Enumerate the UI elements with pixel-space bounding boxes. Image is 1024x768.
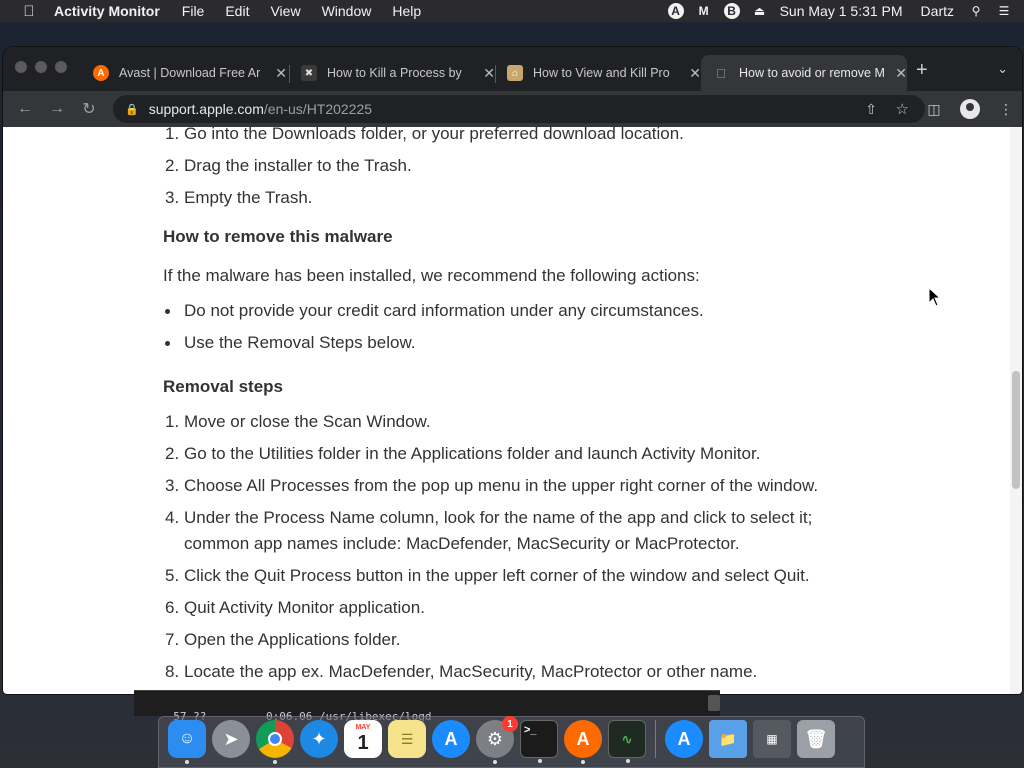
notes-icon[interactable]: ☰ xyxy=(388,720,426,758)
bitcoin-status-icon[interactable]: B xyxy=(724,3,740,19)
list-text: Open the Applications folder. xyxy=(184,630,401,649)
avast-icon[interactable]: A xyxy=(564,720,602,758)
list-number: 3. xyxy=(165,188,180,207)
calendar-month: MAY xyxy=(355,724,371,731)
list-text: Click the Quit Process button in the upper left corner of the window and select Quit. xyxy=(184,566,810,585)
terminal-window-background[interactable] xyxy=(134,690,720,716)
house-icon: ⌂ xyxy=(507,65,523,81)
list-text: Go into the Downloads folder, or your preferred download location. xyxy=(184,127,684,143)
heading-remove-malware: How to remove this malware xyxy=(163,227,393,246)
running-indicator xyxy=(273,760,277,764)
calendar-icon[interactable] xyxy=(344,720,382,758)
tab-strip xyxy=(3,47,1022,91)
chrome-window xyxy=(3,47,1022,694)
running-indicator xyxy=(581,760,585,764)
list-text: Choose All Processes from the pop up menu in the upper right corner of the window. xyxy=(184,476,819,495)
menu-view[interactable]: View xyxy=(270,3,301,19)
tab-avoid-remove[interactable] xyxy=(701,55,907,91)
list-number: 6. xyxy=(165,598,180,617)
list-number: 2. xyxy=(165,444,180,463)
tab-view-kill[interactable] xyxy=(495,55,701,91)
list-text: Do not provide your credit card information under any circumstances. xyxy=(184,301,704,320)
lock-icon[interactable]: 🔒 xyxy=(125,103,139,116)
tab-title: Avast | Download Free Ar xyxy=(119,66,261,80)
bookmark-star-icon[interactable]: ☆ xyxy=(895,101,909,118)
list-item xyxy=(165,505,885,557)
app-store-folder-icon[interactable]: A xyxy=(665,720,703,758)
scrollbar-thumb[interactable] xyxy=(1012,371,1020,489)
web-page-viewport xyxy=(3,127,1022,694)
list-number: 8. xyxy=(165,662,180,681)
address-bar[interactable] xyxy=(113,95,925,123)
tab-title: How to avoid or remove M xyxy=(739,66,885,80)
apple-icon xyxy=(713,65,729,81)
list-number: 1. xyxy=(165,127,180,143)
list-text: Move or close the Scan Window. xyxy=(184,412,431,431)
minimize-window-button[interactable] xyxy=(35,61,47,73)
screenshot-stack-icon[interactable]: ▦ xyxy=(753,720,791,758)
profile-avatar-icon[interactable] xyxy=(960,99,980,119)
spotlight-search-icon[interactable]: ⚲ xyxy=(971,4,981,18)
apple-menu-icon[interactable] xyxy=(18,3,40,20)
dock-separator xyxy=(655,720,656,758)
menubar-clock[interactable]: Sun May 1 5:31 PM xyxy=(779,3,903,19)
close-window-button[interactable] xyxy=(15,61,27,73)
finder-icon[interactable]: ☺ xyxy=(168,720,206,758)
list-text: Use the Removal Steps below. xyxy=(184,333,416,352)
zoom-window-button[interactable] xyxy=(55,61,67,73)
menu-app-name[interactable]: Activity Monitor xyxy=(54,3,160,19)
url-path: /en-us/HT202225 xyxy=(263,101,373,117)
notification-badge: 1 xyxy=(502,716,518,732)
list-text: Empty the Trash. xyxy=(184,188,313,207)
list-number: 2. xyxy=(165,156,180,175)
close-tab-icon[interactable]: ✕ xyxy=(895,64,907,81)
eject-icon[interactable]: ⏏ xyxy=(753,4,766,18)
malwarebytes-status-icon[interactable]: M xyxy=(698,4,709,18)
reload-button[interactable]: ↻ xyxy=(82,101,96,118)
control-center-icon[interactable]: ☰ xyxy=(998,4,1010,18)
process-icon: ✖ xyxy=(301,65,317,81)
intro-paragraph: If the malware has been installed, we recommend the following actions: xyxy=(163,266,700,285)
close-tab-icon[interactable]: ✕ xyxy=(275,64,287,81)
menu-window[interactable]: Window xyxy=(321,3,372,19)
list-number: 4. xyxy=(165,508,180,527)
list-text: Quit Activity Monitor application. xyxy=(184,598,425,617)
documents-folder-icon[interactable]: 📁 xyxy=(709,720,747,758)
tab-title: How to Kill a Process by xyxy=(327,66,462,80)
menu-file[interactable]: File xyxy=(181,3,205,19)
list-text: Go to the Utilities folder in the Applications folder and launch Activity Monitor. xyxy=(184,444,761,463)
terminal-scrollbar-thumb[interactable] xyxy=(708,695,720,711)
avast-status-icon[interactable]: A xyxy=(668,3,684,19)
chrome-icon[interactable] xyxy=(256,720,294,758)
list-number: 5. xyxy=(165,566,180,585)
list-number: 3. xyxy=(165,476,180,495)
running-indicator xyxy=(185,760,189,764)
tab-title: How to View and Kill Pro xyxy=(533,66,670,80)
list-text: Locate the app ex. MacDefender, MacSecurity, MacProtector or other name. xyxy=(184,662,758,681)
list-text: Under the Process Name column, look for the name of the app and click to select it; xyxy=(184,508,813,527)
calendar-day: 1 xyxy=(357,732,369,754)
side-panel-icon[interactable]: ◫ xyxy=(927,100,941,117)
avast-icon: A xyxy=(93,65,109,81)
activity-monitor-icon[interactable]: ∿ xyxy=(608,720,646,758)
browser-toolbar xyxy=(3,91,1022,127)
url-domain: support.apple.com xyxy=(148,101,264,117)
list-number: 1. xyxy=(165,412,180,431)
mouse-pointer-icon xyxy=(928,287,942,307)
menubar-user[interactable]: Dartz xyxy=(920,3,954,19)
dock xyxy=(158,716,865,768)
safari-icon[interactable]: ✦ xyxy=(300,720,338,758)
running-indicator xyxy=(493,760,497,764)
page-scrollbar[interactable] xyxy=(1010,127,1022,694)
running-indicator xyxy=(538,759,542,763)
list-text-continued: common app names include: MacDefender, MacSecurity or MacProtector. xyxy=(184,534,740,553)
menu-edit[interactable]: Edit xyxy=(225,3,250,19)
trash-icon[interactable]: 🗑 xyxy=(797,720,835,758)
app-store-icon[interactable]: A xyxy=(432,720,470,758)
list-text: Drag the installer to the Trash. xyxy=(184,156,412,175)
close-tab-icon[interactable]: ✕ xyxy=(483,64,495,81)
tab-search-chevron-icon[interactable]: ⌄ xyxy=(997,61,1008,76)
back-button[interactable]: ← xyxy=(17,100,33,117)
share-icon[interactable]: ⇧ xyxy=(865,100,877,117)
window-controls xyxy=(15,61,75,73)
tab-avast[interactable] xyxy=(81,55,287,91)
system-preferences-icon[interactable]: ⚙ 1 xyxy=(476,720,514,758)
list-number: 7. xyxy=(165,630,180,649)
close-tab-icon[interactable]: ✕ xyxy=(689,64,701,81)
menu-bar xyxy=(0,0,1024,22)
menu-help[interactable]: Help xyxy=(392,3,422,19)
launchpad-icon[interactable]: ➤ xyxy=(212,720,250,758)
forward-button[interactable]: → xyxy=(49,100,65,117)
new-tab-button[interactable]: + xyxy=(916,59,928,81)
running-indicator xyxy=(626,759,630,763)
more-menu-icon[interactable]: ⋮ xyxy=(999,100,1013,117)
heading-removal-steps: Removal steps xyxy=(163,377,283,396)
terminal-icon[interactable]: >_ xyxy=(520,720,558,758)
tab-kill-process[interactable] xyxy=(289,55,495,91)
